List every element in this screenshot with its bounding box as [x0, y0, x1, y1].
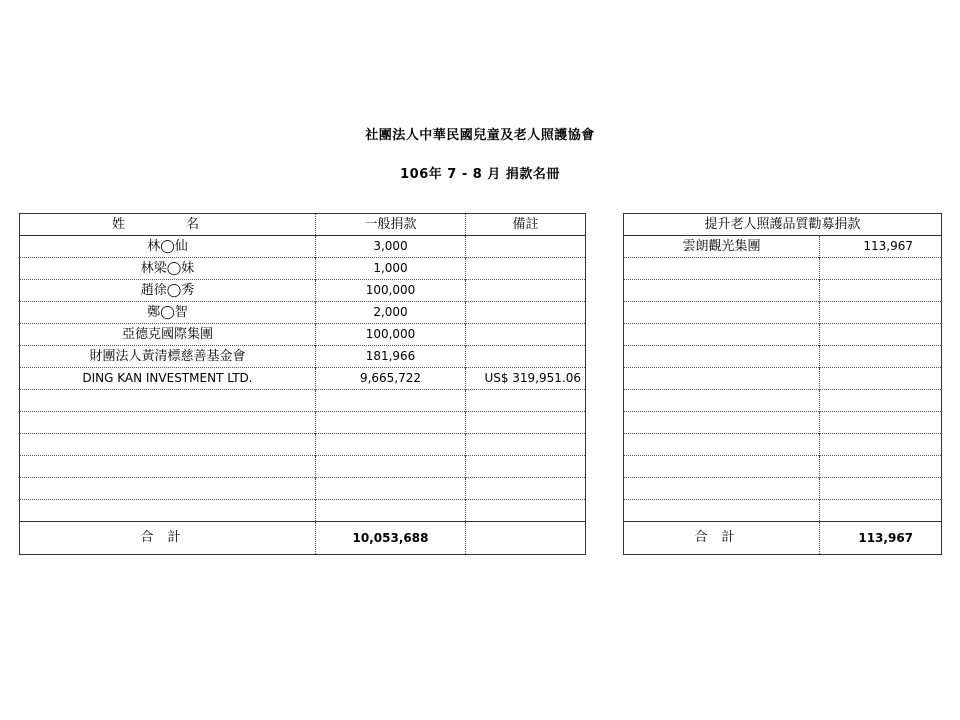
empty-cell — [624, 324, 820, 346]
empty-row — [20, 390, 586, 412]
empty-cell — [820, 478, 942, 500]
empty-cell — [820, 368, 942, 390]
table-row — [20, 280, 586, 302]
donation-note — [466, 280, 586, 302]
empty-cell — [624, 434, 820, 456]
table-row — [20, 236, 586, 258]
empty-row — [20, 412, 586, 434]
period-title: 106年 7 - 8 月 捐款名冊 — [400, 167, 560, 182]
donor-name: 林梁◯妹 — [20, 258, 316, 280]
column-header-note: 備註 — [466, 214, 586, 236]
empty-cell — [624, 456, 820, 478]
empty-cell — [820, 280, 942, 302]
empty-cell — [820, 390, 942, 412]
empty-row — [20, 478, 586, 500]
donor-name: 財團法人黃清標慈善基金會 — [20, 346, 316, 368]
empty-cell — [624, 368, 820, 390]
empty-cell — [316, 434, 466, 456]
donor-name: DING KAN INVESTMENT LTD. — [20, 368, 316, 390]
empty-cell — [316, 500, 466, 522]
empty-cell — [820, 258, 942, 280]
total-label: 合計 — [624, 522, 820, 555]
donation-note — [466, 258, 586, 280]
donor-name: 趙徐◯秀 — [20, 280, 316, 302]
table-row — [20, 302, 586, 324]
empty-row — [624, 390, 942, 412]
table-row — [20, 324, 586, 346]
donor-name: 林◯仙 — [20, 236, 316, 258]
empty-cell — [466, 434, 586, 456]
empty-cell — [466, 478, 586, 500]
empty-cell — [624, 390, 820, 412]
empty-row — [624, 412, 942, 434]
table-row — [20, 258, 586, 280]
total-amount: 10,053,688 — [316, 522, 466, 555]
empty-cell — [466, 390, 586, 412]
empty-row — [624, 500, 942, 522]
donation-amount: 9,665,722 — [316, 368, 466, 390]
empty-row — [624, 258, 942, 280]
donation-note: US$ 319,951.06 — [466, 368, 586, 390]
empty-cell — [820, 434, 942, 456]
empty-cell — [624, 412, 820, 434]
empty-row — [624, 346, 942, 368]
empty-cell — [466, 500, 586, 522]
empty-cell — [316, 412, 466, 434]
empty-cell — [820, 412, 942, 434]
empty-cell — [624, 346, 820, 368]
empty-cell — [624, 280, 820, 302]
empty-cell — [624, 478, 820, 500]
donation-amount: 113,967 — [820, 236, 942, 258]
table-row — [20, 368, 586, 390]
donation-amount: 100,000 — [316, 280, 466, 302]
empty-cell — [820, 456, 942, 478]
table-row — [20, 346, 586, 368]
donor-name: 鄭◯智 — [20, 302, 316, 324]
donation-note — [466, 324, 586, 346]
donation-note — [466, 236, 586, 258]
empty-cell — [316, 478, 466, 500]
table-header-row — [624, 214, 942, 236]
empty-cell — [820, 324, 942, 346]
donation-amount: 2,000 — [316, 302, 466, 324]
empty-row — [624, 478, 942, 500]
side-table-title: 提升老人照護品質勸募捐款 — [624, 214, 942, 236]
empty-cell — [316, 390, 466, 412]
empty-cell — [316, 456, 466, 478]
empty-cell — [20, 390, 316, 412]
organization-title: 社團法人中華民國兒童及老人照護協會 — [365, 128, 595, 143]
empty-cell — [624, 258, 820, 280]
empty-row — [624, 324, 942, 346]
empty-cell — [20, 434, 316, 456]
table-header-row — [20, 214, 586, 236]
empty-row — [624, 368, 942, 390]
empty-cell — [466, 522, 586, 555]
empty-cell — [624, 302, 820, 324]
donation-amount: 100,000 — [316, 324, 466, 346]
donation-amount: 181,966 — [316, 346, 466, 368]
donation-table — [19, 213, 586, 555]
empty-cell — [466, 456, 586, 478]
elderly-care-donation-table — [623, 213, 942, 555]
empty-row — [624, 302, 942, 324]
empty-cell — [20, 456, 316, 478]
donor-name: 亞德克國際集團 — [20, 324, 316, 346]
empty-cell — [20, 478, 316, 500]
empty-cell — [20, 500, 316, 522]
empty-cell — [624, 500, 820, 522]
empty-row — [624, 280, 942, 302]
empty-cell — [820, 500, 942, 522]
empty-cell — [820, 302, 942, 324]
donor-name: 雲朗觀光集團 — [624, 236, 820, 258]
empty-row — [20, 500, 586, 522]
empty-row — [20, 434, 586, 456]
empty-cell — [820, 346, 942, 368]
donation-note — [466, 346, 586, 368]
empty-row — [624, 456, 942, 478]
column-header-name: 姓 名 — [20, 214, 316, 236]
total-label: 合計 — [20, 522, 316, 555]
empty-row — [624, 434, 942, 456]
total-row — [20, 522, 586, 555]
column-header-general-donation: 一般捐款 — [316, 214, 466, 236]
total-amount: 113,967 — [820, 522, 942, 555]
donation-note — [466, 302, 586, 324]
empty-row — [20, 456, 586, 478]
total-row — [624, 522, 942, 555]
donation-amount: 1,000 — [316, 258, 466, 280]
empty-cell — [20, 412, 316, 434]
table-row — [624, 236, 942, 258]
empty-cell — [466, 412, 586, 434]
donation-amount: 3,000 — [316, 236, 466, 258]
